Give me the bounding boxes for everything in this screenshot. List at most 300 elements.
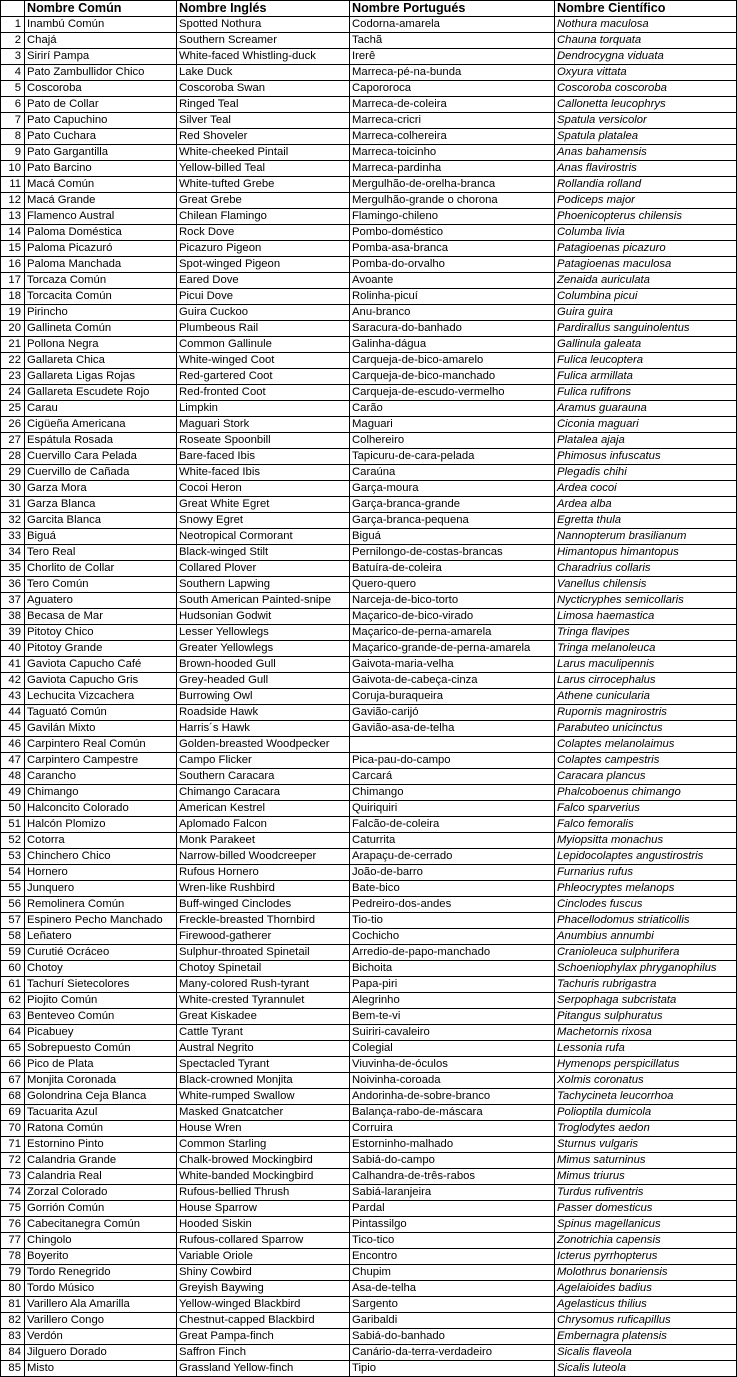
english-name-cell: Chalk-browed Mockingbird [177, 1153, 350, 1169]
row-number: 29 [1, 465, 25, 481]
scientific-name-cell: Colaptes melanolaimus [555, 737, 737, 753]
table-row [1, 465, 737, 481]
common-name-cell: Carau [25, 401, 177, 417]
common-name-cell: Aguatero [25, 593, 177, 609]
portuguese-name-cell: Bem-te-vi [350, 1009, 555, 1025]
table-row [1, 337, 737, 353]
scientific-name-cell: Nothura maculosa [555, 17, 737, 33]
scientific-name-cell: Limosa haemastica [555, 609, 737, 625]
common-name-cell: Junquero [25, 881, 177, 897]
english-name-cell: Freckle-breasted Thornbird [177, 913, 350, 929]
table-row [1, 1073, 737, 1089]
scientific-name-cell: Passer domesticus [555, 1201, 737, 1217]
common-name-cell: Pato Zambullidor Chico [25, 65, 177, 81]
english-name-cell: Grassland Yellow-finch [177, 1361, 350, 1377]
row-number: 59 [1, 945, 25, 961]
english-name-cell: Chestnut-capped Blackbird [177, 1313, 350, 1329]
portuguese-name-cell: Galinha-dágua [350, 337, 555, 353]
table-row [1, 689, 737, 705]
common-name-cell: Carpintero Real Común [25, 737, 177, 753]
table-row [1, 1297, 737, 1313]
scientific-name-cell: Falco sparverius [555, 801, 737, 817]
table-row [1, 625, 737, 641]
english-name-cell: Yellow-winged Blackbird [177, 1297, 350, 1313]
portuguese-name-cell: Sabiá-do-campo [350, 1153, 555, 1169]
table-row [1, 145, 737, 161]
portuguese-name-cell: João-de-barro [350, 865, 555, 881]
scientific-name-cell: Myiopsitta monachus [555, 833, 737, 849]
portuguese-name-cell: Pintassilgo [350, 1217, 555, 1233]
english-name-cell: White-rumped Swallow [177, 1089, 350, 1105]
common-name-cell: Carpintero Campestre [25, 753, 177, 769]
header-english-name: Nombre Inglés [177, 1, 350, 17]
table-row [1, 193, 737, 209]
english-name-cell: Common Gallinule [177, 337, 350, 353]
row-number: 41 [1, 657, 25, 673]
row-number: 6 [1, 97, 25, 113]
portuguese-name-cell: Papa-piri [350, 977, 555, 993]
row-number: 61 [1, 977, 25, 993]
row-number: 23 [1, 369, 25, 385]
table-row [1, 321, 737, 337]
common-name-cell: Pitotoy Grande [25, 641, 177, 657]
common-name-cell: Tachurí Sietecolores [25, 977, 177, 993]
english-name-cell: Firewood-gatherer [177, 929, 350, 945]
english-name-cell: White-winged Coot [177, 353, 350, 369]
scientific-name-cell: Tachuris rubrigastra [555, 977, 737, 993]
common-name-cell: Halcón Plomizo [25, 817, 177, 833]
table-row [1, 225, 737, 241]
common-name-cell: Verdón [25, 1329, 177, 1345]
common-name-cell: Varillero Ala Amarilla [25, 1297, 177, 1313]
row-number: 18 [1, 289, 25, 305]
row-number: 17 [1, 273, 25, 289]
row-number: 62 [1, 993, 25, 1009]
table-row [1, 833, 737, 849]
portuguese-name-cell: Sabiá-laranjeira [350, 1185, 555, 1201]
header-row [1, 1, 737, 17]
table-row [1, 1041, 737, 1057]
portuguese-name-cell: Falcão-de-coleira [350, 817, 555, 833]
common-name-cell: Becasa de Mar [25, 609, 177, 625]
english-name-cell: White-tufted Grebe [177, 177, 350, 193]
common-name-cell: Garcita Blanca [25, 513, 177, 529]
table-row [1, 641, 737, 657]
common-name-cell: Tacuarita Azul [25, 1105, 177, 1121]
row-number: 19 [1, 305, 25, 321]
scientific-name-cell: Phacellodomus striaticollis [555, 913, 737, 929]
portuguese-name-cell: Viuvinha-de-óculos [350, 1057, 555, 1073]
row-number: 78 [1, 1249, 25, 1265]
row-number: 55 [1, 881, 25, 897]
portuguese-name-cell: Andorinha-de-sobre-branco [350, 1089, 555, 1105]
common-name-cell: Espinero Pecho Manchado [25, 913, 177, 929]
table-row [1, 545, 737, 561]
english-name-cell: Bare-faced Ibis [177, 449, 350, 465]
common-name-cell: Jilguero Dorado [25, 1345, 177, 1361]
scientific-name-cell: Egretta thula [555, 513, 737, 529]
common-name-cell: Torcaza Común [25, 273, 177, 289]
portuguese-name-cell: Encontro [350, 1249, 555, 1265]
portuguese-name-cell: Marreca-pé-na-bunda [350, 65, 555, 81]
table-row [1, 1345, 737, 1361]
portuguese-name-cell: Caturrita [350, 833, 555, 849]
scientific-name-cell: Anumbius annumbi [555, 929, 737, 945]
table-row [1, 609, 737, 625]
row-number: 49 [1, 785, 25, 801]
portuguese-name-cell: Irerê [350, 49, 555, 65]
row-number: 81 [1, 1297, 25, 1313]
portuguese-name-cell: Corruira [350, 1121, 555, 1137]
english-name-cell: Limpkin [177, 401, 350, 417]
portuguese-name-cell: Capororoca [350, 81, 555, 97]
row-number: 24 [1, 385, 25, 401]
row-number: 11 [1, 177, 25, 193]
english-name-cell: Rufous-collared Sparrow [177, 1233, 350, 1249]
table-row [1, 1089, 737, 1105]
table-row [1, 977, 737, 993]
portuguese-name-cell: Tico-tico [350, 1233, 555, 1249]
scientific-name-cell: Rollandia rolland [555, 177, 737, 193]
header-portuguese-name: Nombre Portugués [350, 1, 555, 17]
english-name-cell: Spectacled Tyrant [177, 1057, 350, 1073]
row-number: 64 [1, 1025, 25, 1041]
portuguese-name-cell [350, 737, 555, 753]
scientific-name-cell: Aramus guarauna [555, 401, 737, 417]
scientific-name-cell: Rupornis magnirostris [555, 705, 737, 721]
scientific-name-cell: Xolmis coronatus [555, 1073, 737, 1089]
english-name-cell: Buff-winged Cinclodes [177, 897, 350, 913]
portuguese-name-cell: Carqueja-de-bico-amarelo [350, 353, 555, 369]
scientific-name-cell: Molothrus bonariensis [555, 1265, 737, 1281]
table-row [1, 417, 737, 433]
table-row [1, 385, 737, 401]
common-name-cell: Chinchero Chico [25, 849, 177, 865]
row-number: 56 [1, 897, 25, 913]
row-number: 68 [1, 1089, 25, 1105]
english-name-cell: Rock Dove [177, 225, 350, 241]
english-name-cell: Eared Dove [177, 273, 350, 289]
english-name-cell: Great Pampa-finch [177, 1329, 350, 1345]
english-name-cell: Common Starling [177, 1137, 350, 1153]
portuguese-name-cell: Garça-branca-pequena [350, 513, 555, 529]
row-number: 39 [1, 625, 25, 641]
portuguese-name-cell: Colegial [350, 1041, 555, 1057]
portuguese-name-cell: Calhandra-de-três-rabos [350, 1169, 555, 1185]
portuguese-name-cell: Alegrinho [350, 993, 555, 1009]
scientific-name-cell: Icterus pyrrhopterus [555, 1249, 737, 1265]
portuguese-name-cell: Arapaçu-de-cerrado [350, 849, 555, 865]
table-row [1, 241, 737, 257]
common-name-cell: Tero Real [25, 545, 177, 561]
row-number: 54 [1, 865, 25, 881]
portuguese-name-cell: Balança-rabo-de-máscara [350, 1105, 555, 1121]
scientific-name-cell: Spatula versicolor [555, 113, 737, 129]
portuguese-name-cell: Carqueja-de-escudo-vermelho [350, 385, 555, 401]
english-name-cell: Hooded Siskin [177, 1217, 350, 1233]
common-name-cell: Garza Mora [25, 481, 177, 497]
table-row [1, 753, 737, 769]
scientific-name-cell: Mimus triurus [555, 1169, 737, 1185]
scientific-name-cell: Embernagra platensis [555, 1329, 737, 1345]
row-number: 32 [1, 513, 25, 529]
portuguese-name-cell: Asa-de-telha [350, 1281, 555, 1297]
english-name-cell: Chotoy Spinetail [177, 961, 350, 977]
scientific-name-cell: Tringa melanoleuca [555, 641, 737, 657]
table-row [1, 737, 737, 753]
portuguese-name-cell: Tipio [350, 1361, 555, 1377]
common-name-cell: Chotoy [25, 961, 177, 977]
scientific-name-cell: Ciconia maguari [555, 417, 737, 433]
table-row [1, 497, 737, 513]
row-number: 84 [1, 1345, 25, 1361]
portuguese-name-cell: Anu-branco [350, 305, 555, 321]
common-name-cell: Ratona Común [25, 1121, 177, 1137]
scientific-name-cell: Columbina picui [555, 289, 737, 305]
english-name-cell: Red-fronted Coot [177, 385, 350, 401]
scientific-name-cell: Phleocryptes melanops [555, 881, 737, 897]
table-row [1, 993, 737, 1009]
table-row [1, 273, 737, 289]
portuguese-name-cell: Maçarico-de-bico-virado [350, 609, 555, 625]
row-number: 22 [1, 353, 25, 369]
row-number: 52 [1, 833, 25, 849]
table-row [1, 1105, 737, 1121]
table-row [1, 529, 737, 545]
table-row [1, 1009, 737, 1025]
portuguese-name-cell: Pedreiro-dos-andes [350, 897, 555, 913]
common-name-cell: Chajá [25, 33, 177, 49]
scientific-name-cell: Callonetta leucophrys [555, 97, 737, 113]
english-name-cell: Golden-breasted Woodpecker [177, 737, 350, 753]
table-row [1, 673, 737, 689]
table-row [1, 1233, 737, 1249]
common-name-cell: Macá Común [25, 177, 177, 193]
common-name-cell: Cotorra [25, 833, 177, 849]
portuguese-name-cell: Suiriri-cavaleiro [350, 1025, 555, 1041]
scientific-name-cell: Falco femoralis [555, 817, 737, 833]
table-row [1, 945, 737, 961]
english-name-cell: Roadside Hawk [177, 705, 350, 721]
row-number: 40 [1, 641, 25, 657]
row-number: 69 [1, 1105, 25, 1121]
portuguese-name-cell: Mergulhão-de-orelha-branca [350, 177, 555, 193]
common-name-cell: Calandria Grande [25, 1153, 177, 1169]
row-number: 15 [1, 241, 25, 257]
portuguese-name-cell: Caraúna [350, 465, 555, 481]
table-row [1, 881, 737, 897]
table-row [1, 577, 737, 593]
row-number: 5 [1, 81, 25, 97]
common-name-cell: Misto [25, 1361, 177, 1377]
english-name-cell: Great Grebe [177, 193, 350, 209]
scientific-name-cell: Sicalis flaveola [555, 1345, 737, 1361]
table-row [1, 353, 737, 369]
row-number: 85 [1, 1361, 25, 1377]
scientific-name-cell: Furnarius rufus [555, 865, 737, 881]
header-common-name: Nombre Común [25, 1, 177, 17]
portuguese-name-cell: Sabiá-do-banhado [350, 1329, 555, 1345]
common-name-cell: Torcacita Común [25, 289, 177, 305]
table-row [1, 161, 737, 177]
scientific-name-cell: Lessonia rufa [555, 1041, 737, 1057]
scientific-name-cell: Ardea alba [555, 497, 737, 513]
row-number: 76 [1, 1217, 25, 1233]
english-name-cell: Campo Flicker [177, 753, 350, 769]
table-row [1, 369, 737, 385]
table-row [1, 865, 737, 881]
portuguese-name-cell: Chupim [350, 1265, 555, 1281]
scientific-name-cell: Phoenicopterus chilensis [555, 209, 737, 225]
scientific-name-cell: Columba livia [555, 225, 737, 241]
scientific-name-cell: Spinus magellanicus [555, 1217, 737, 1233]
portuguese-name-cell: Marreca-colhereira [350, 129, 555, 145]
scientific-name-cell: Chrysomus ruficapillus [555, 1313, 737, 1329]
row-number: 51 [1, 817, 25, 833]
common-name-cell: Sobrepuesto Común [25, 1041, 177, 1057]
scientific-name-cell: Plegadis chihi [555, 465, 737, 481]
table-row [1, 513, 737, 529]
portuguese-name-cell: Carcará [350, 769, 555, 785]
portuguese-name-cell: Estorninho-malhado [350, 1137, 555, 1153]
row-number: 70 [1, 1121, 25, 1137]
scientific-name-cell: Colaptes campestris [555, 753, 737, 769]
english-name-cell: Sulphur-throated Spinetail [177, 945, 350, 961]
table-row [1, 913, 737, 929]
table-row [1, 1185, 737, 1201]
portuguese-name-cell: Marreca-pardinha [350, 161, 555, 177]
row-number: 14 [1, 225, 25, 241]
table-row [1, 1201, 737, 1217]
common-name-cell: Pato de Collar [25, 97, 177, 113]
table-row [1, 449, 737, 465]
row-number: 60 [1, 961, 25, 977]
table-row [1, 33, 737, 49]
scientific-name-cell: Mimus saturninus [555, 1153, 737, 1169]
row-number: 13 [1, 209, 25, 225]
common-name-cell: Leñatero [25, 929, 177, 945]
table-row [1, 97, 737, 113]
row-number: 12 [1, 193, 25, 209]
scientific-name-cell: Patagioenas maculosa [555, 257, 737, 273]
common-name-cell: Chingolo [25, 1233, 177, 1249]
english-name-cell: Narrow-billed Woodcreeper [177, 849, 350, 865]
row-number: 34 [1, 545, 25, 561]
common-name-cell: Tero Común [25, 577, 177, 593]
english-name-cell: Chimango Caracara [177, 785, 350, 801]
table-row [1, 81, 737, 97]
scientific-name-cell: Anas flavirostris [555, 161, 737, 177]
table-row [1, 593, 737, 609]
table-row [1, 1153, 737, 1169]
row-number: 43 [1, 689, 25, 705]
english-name-cell: Austral Negrito [177, 1041, 350, 1057]
portuguese-name-cell: Garça-branca-grande [350, 497, 555, 513]
scientific-name-cell: Himantopus himantopus [555, 545, 737, 561]
common-name-cell: Pollona Negra [25, 337, 177, 353]
english-name-cell: Cocoi Heron [177, 481, 350, 497]
table-row [1, 769, 737, 785]
common-name-cell: Gallareta Ligas Rojas [25, 369, 177, 385]
scientific-name-cell: Vanellus chilensis [555, 577, 737, 593]
common-name-cell: Coscoroba [25, 81, 177, 97]
english-name-cell: Great White Egret [177, 497, 350, 513]
scientific-name-cell: Serpophaga subcristata [555, 993, 737, 1009]
common-name-cell: Tordo Músico [25, 1281, 177, 1297]
common-name-cell: Cuervillo Cara Pelada [25, 449, 177, 465]
portuguese-name-cell: Arredio-de-papo-manchado [350, 945, 555, 961]
row-number: 37 [1, 593, 25, 609]
table-row [1, 849, 737, 865]
common-name-cell: Calandria Real [25, 1169, 177, 1185]
portuguese-name-cell: Mergulhão-grande o chorona [350, 193, 555, 209]
english-name-cell: Hudsonian Godwit [177, 609, 350, 625]
common-name-cell: Biguá [25, 529, 177, 545]
table-row [1, 481, 737, 497]
portuguese-name-cell: Quero-quero [350, 577, 555, 593]
portuguese-name-cell: Pombo-doméstico [350, 225, 555, 241]
portuguese-name-cell: Maguari [350, 417, 555, 433]
row-number: 1 [1, 17, 25, 33]
row-number: 10 [1, 161, 25, 177]
portuguese-name-cell: Marreca-cricri [350, 113, 555, 129]
row-number: 50 [1, 801, 25, 817]
common-name-cell: Zorzal Colorado [25, 1185, 177, 1201]
english-name-cell: White-banded Mockingbird [177, 1169, 350, 1185]
portuguese-name-cell: Maçarico-grande-de-perna-amarela [350, 641, 555, 657]
english-name-cell: White-crested Tyrannulet [177, 993, 350, 1009]
portuguese-name-cell: Tapicuru-de-cara-pelada [350, 449, 555, 465]
scientific-name-cell: Fulica rufifrons [555, 385, 737, 401]
portuguese-name-cell: Bate-bico [350, 881, 555, 897]
portuguese-name-cell: Coruja-buraqueira [350, 689, 555, 705]
scientific-name-cell: Tringa flavipes [555, 625, 737, 641]
scientific-name-cell: Tachycineta leucorrhoa [555, 1089, 737, 1105]
english-name-cell: Guira Cuckoo [177, 305, 350, 321]
table-row [1, 1121, 737, 1137]
common-name-cell: Paloma Doméstica [25, 225, 177, 241]
english-name-cell: Saffron Finch [177, 1345, 350, 1361]
english-name-cell: Shiny Cowbird [177, 1265, 350, 1281]
row-number: 75 [1, 1201, 25, 1217]
english-name-cell: Roseate Spoonbill [177, 433, 350, 449]
common-name-cell: Cigüeña Americana [25, 417, 177, 433]
english-name-cell: Collared Plover [177, 561, 350, 577]
portuguese-name-cell: Pica-pau-do-campo [350, 753, 555, 769]
row-number: 65 [1, 1041, 25, 1057]
common-name-cell: Halconcito Colorado [25, 801, 177, 817]
scientific-name-cell: Pitangus sulphuratus [555, 1009, 737, 1025]
row-number: 74 [1, 1185, 25, 1201]
table-row [1, 1329, 737, 1345]
scientific-name-cell: Cranioleuca sulphurifera [555, 945, 737, 961]
common-name-cell: Benteveo Común [25, 1009, 177, 1025]
row-number: 20 [1, 321, 25, 337]
english-name-cell: Great Kiskadee [177, 1009, 350, 1025]
portuguese-name-cell: Carqueja-de-bico-manchado [350, 369, 555, 385]
portuguese-name-cell: Gaivota-de-cabeça-cinza [350, 673, 555, 689]
english-name-cell: Spot-winged Pigeon [177, 257, 350, 273]
english-name-cell: Lesser Yellowlegs [177, 625, 350, 641]
portuguese-name-cell: Pomba-do-orvalho [350, 257, 555, 273]
english-name-cell: Greater Yellowlegs [177, 641, 350, 657]
row-number: 44 [1, 705, 25, 721]
scientific-name-cell: Sturnus vulgaris [555, 1137, 737, 1153]
table-row [1, 1169, 737, 1185]
portuguese-name-cell: Gavião-carijó [350, 705, 555, 721]
english-name-cell: Coscoroba Swan [177, 81, 350, 97]
english-name-cell: Rufous-bellied Thrush [177, 1185, 350, 1201]
